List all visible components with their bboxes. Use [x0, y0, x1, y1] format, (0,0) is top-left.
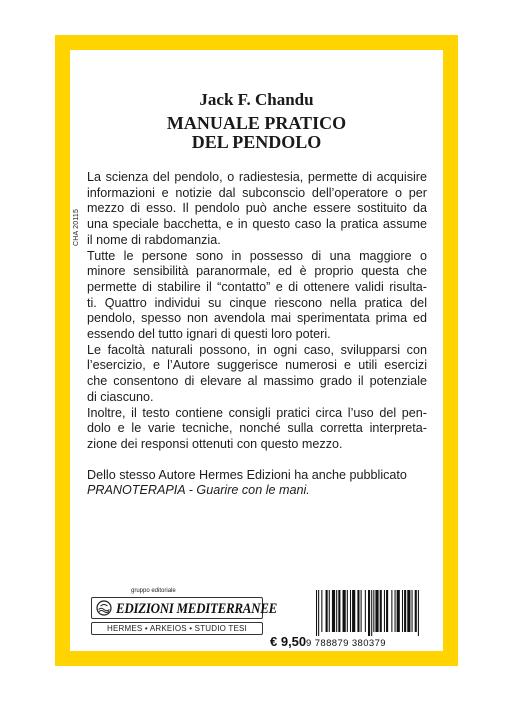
blurb-line: mezzo di esso. Il pendolo può anche essere sostituito da: [87, 201, 427, 216]
book-title-line-1: MANUALE PRATICO: [166, 113, 347, 133]
blurb-line: pendolo, spesso non avendola mai sperimentata prima ed: [87, 311, 427, 326]
book-title: [70, 114, 443, 152]
barcode-bar: [371, 590, 372, 636]
barcode-bar: [407, 590, 410, 632]
publisher-group-label: gruppo editoriale: [131, 588, 176, 594]
also-published-title: PRANOTERAPIA - Guarire con le mani.: [87, 483, 310, 498]
barcode-bar: [347, 590, 348, 632]
blurb-line: una speciale bacchetta, e in questo caso la pratica assume: [87, 217, 427, 232]
barcode-bar: [368, 590, 370, 636]
barcode-bar: [404, 590, 406, 632]
barcode-bar: [384, 590, 385, 632]
cover-panel: [70, 50, 443, 651]
back-cover: [55, 35, 458, 666]
blurb-line: La scienza del pendolo, o radiestesia, permette di acquisire: [87, 170, 427, 184]
blurb-line: essendo del tutto ignari di questi loro poteri.: [87, 327, 331, 342]
barcode-bar: [402, 590, 403, 632]
book-title-line-2: DEL PENDOLO: [191, 132, 322, 152]
barcode-bar: [375, 590, 378, 632]
catalog-code: CHA 20115: [73, 208, 80, 246]
isbn-barcode: [306, 590, 410, 648]
barcode-bar: [380, 590, 382, 632]
barcode-bar: [397, 590, 400, 632]
barcode-bar: [316, 590, 317, 636]
barcode-bar: [357, 590, 359, 632]
author-name: Jack F. Chandu: [199, 90, 314, 109]
blurb-line: Tutte le persone sono in possesso di una maggiore o: [87, 248, 427, 263]
publisher-block: [89, 588, 277, 650]
barcode-bar: [332, 590, 335, 632]
blurb: [87, 170, 427, 499]
barcode-bar: [352, 590, 355, 632]
publisher-name-box: [91, 597, 277, 619]
blurb-line: permette di stabilire il “contatto” e di ottenere validi risulta-: [87, 279, 427, 294]
barcode-bar: [329, 590, 330, 632]
blurb-line: zione dei responsi ottenuti con questo mezzo.: [87, 436, 343, 451]
barcode-bars: [316, 590, 420, 636]
barcode-bar: [338, 590, 340, 632]
barcode-bar: [318, 590, 319, 636]
barcode-bar: [395, 590, 396, 632]
barcode-bar: [386, 590, 388, 632]
blurb-line: Inoltre, il testo contiene consigli pratici circa l’uso del pen-: [87, 405, 427, 420]
blurb-line: che consentono di elevare al massimo grado il potenziale: [87, 374, 427, 389]
barcode-bar: [361, 590, 362, 632]
blurb-line: ti. Quattro individui su cinque riescono nella pratica del: [87, 295, 427, 310]
barcode-bar: [418, 590, 419, 636]
barcode-bar: [321, 590, 322, 632]
blurb-line: Le facoltà naturali possono, in ogni caso, svilupparsi con: [87, 342, 427, 357]
paragraph-gap: [87, 453, 427, 468]
barcode-bar: [412, 590, 413, 632]
barcode-bar: [326, 590, 328, 632]
price-label: € 9,50: [270, 634, 307, 649]
blurb-line: l’esercizio, e l’Autore suggerisce numerosi e utili esercizi: [87, 358, 427, 373]
barcode-bar: [373, 590, 374, 632]
barcode-bar: [336, 590, 337, 632]
blurb-line: minore sensibilità paranormale, ed è proprio questa che: [87, 264, 427, 279]
also-published-note: Dello stesso Autore Hermes Edizioni ha anche pubblicato: [87, 467, 407, 482]
blurb-line: informazioni e notizie dal subconscio dell’operatore o per: [87, 185, 427, 200]
barcode-digits: 9 788879 380379: [306, 638, 386, 649]
publisher-imprints: HERMES • ARKEIOS • STUDIO TESI: [91, 622, 263, 635]
barcode-bar: [350, 590, 351, 632]
publisher-name: EDIZIONI MEDITERRANEE: [116, 600, 277, 617]
barcode-bar: [365, 590, 366, 632]
barcode-bar: [415, 590, 417, 632]
barcode-bar: [343, 590, 346, 632]
blurb-line: dolo e le varie tecniche, nonché sulla corretta interpreta-: [87, 421, 427, 436]
blurb-line: il nome di rabdomanzia.: [87, 232, 221, 247]
barcode-bar: [391, 590, 392, 632]
blurb-line: di ciascuno.: [87, 389, 154, 404]
wave-globe-icon: [96, 600, 112, 616]
